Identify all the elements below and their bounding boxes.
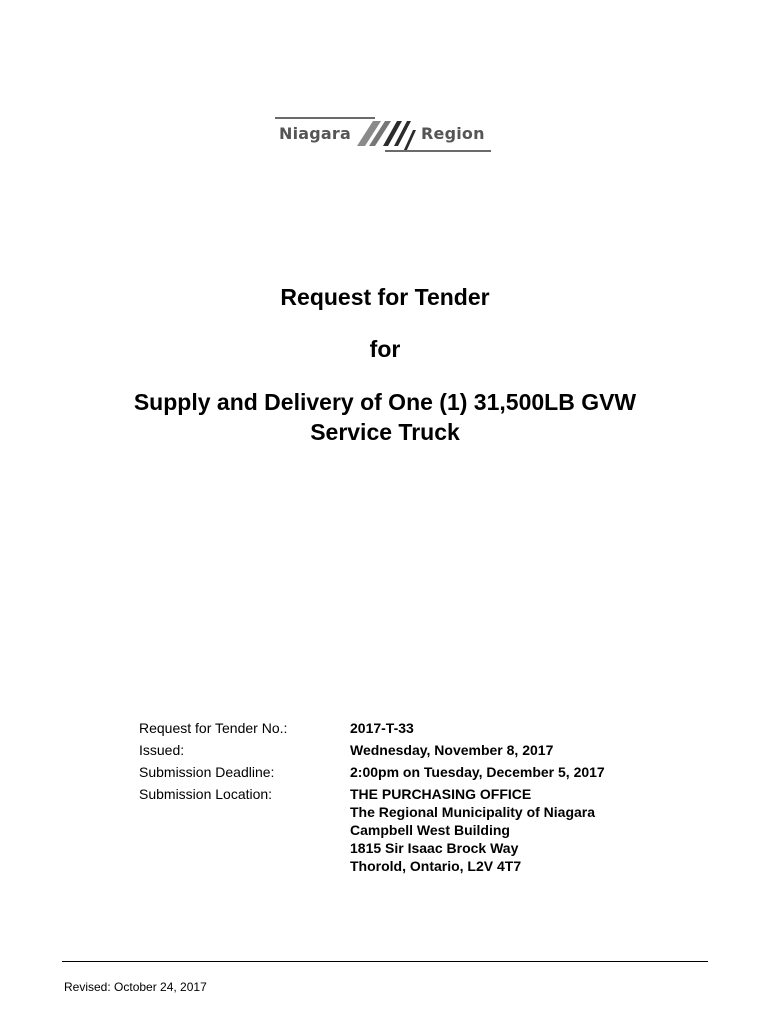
logo-word-niagara: Niagara: [279, 124, 352, 143]
location-line: 1815 Sir Isaac Brock Way: [350, 840, 519, 856]
document-title: Request for Tender: [280, 284, 490, 310]
tender-number-value: 2017-T-33: [350, 720, 414, 736]
logo-word-region: Region: [421, 124, 485, 143]
location-row: [139, 785, 699, 875]
tender-subject-line-2: Service Truck: [310, 419, 460, 445]
issued-value: Wednesday, November 8, 2017: [350, 742, 554, 758]
deadline-label: Submission Deadline:: [139, 764, 275, 780]
logo-bottom-rule: [385, 150, 491, 152]
revision-date: Revised: October 24, 2017: [64, 980, 207, 994]
deadline-value: 2:00pm on Tuesday, December 5, 2017: [350, 764, 605, 780]
tender-number-label: Request for Tender No.:: [139, 720, 288, 736]
tender-subject-line-1: Supply and Delivery of One (1) 31,500LB GVW: [133, 389, 637, 415]
tender-details: [139, 719, 699, 879]
deadline-row: [139, 763, 699, 781]
location-line: Campbell West Building: [350, 822, 510, 838]
issued-label: Issued:: [139, 742, 185, 758]
location-line: THE PURCHASING OFFICE: [350, 786, 532, 802]
location-address: [350, 785, 595, 875]
niagara-region-logo: [275, 117, 491, 155]
location-line: The Regional Municipality of Niagara: [350, 804, 596, 820]
tender-number-row: [139, 719, 699, 737]
logo-stripes-icon: [355, 118, 417, 154]
location-label: Submission Location:: [139, 786, 273, 802]
location-line: Thorold, Ontario, L2V 4T7: [350, 858, 522, 874]
footer-divider: [62, 961, 708, 962]
title-connector: for: [369, 336, 401, 362]
issued-row: [139, 741, 699, 759]
